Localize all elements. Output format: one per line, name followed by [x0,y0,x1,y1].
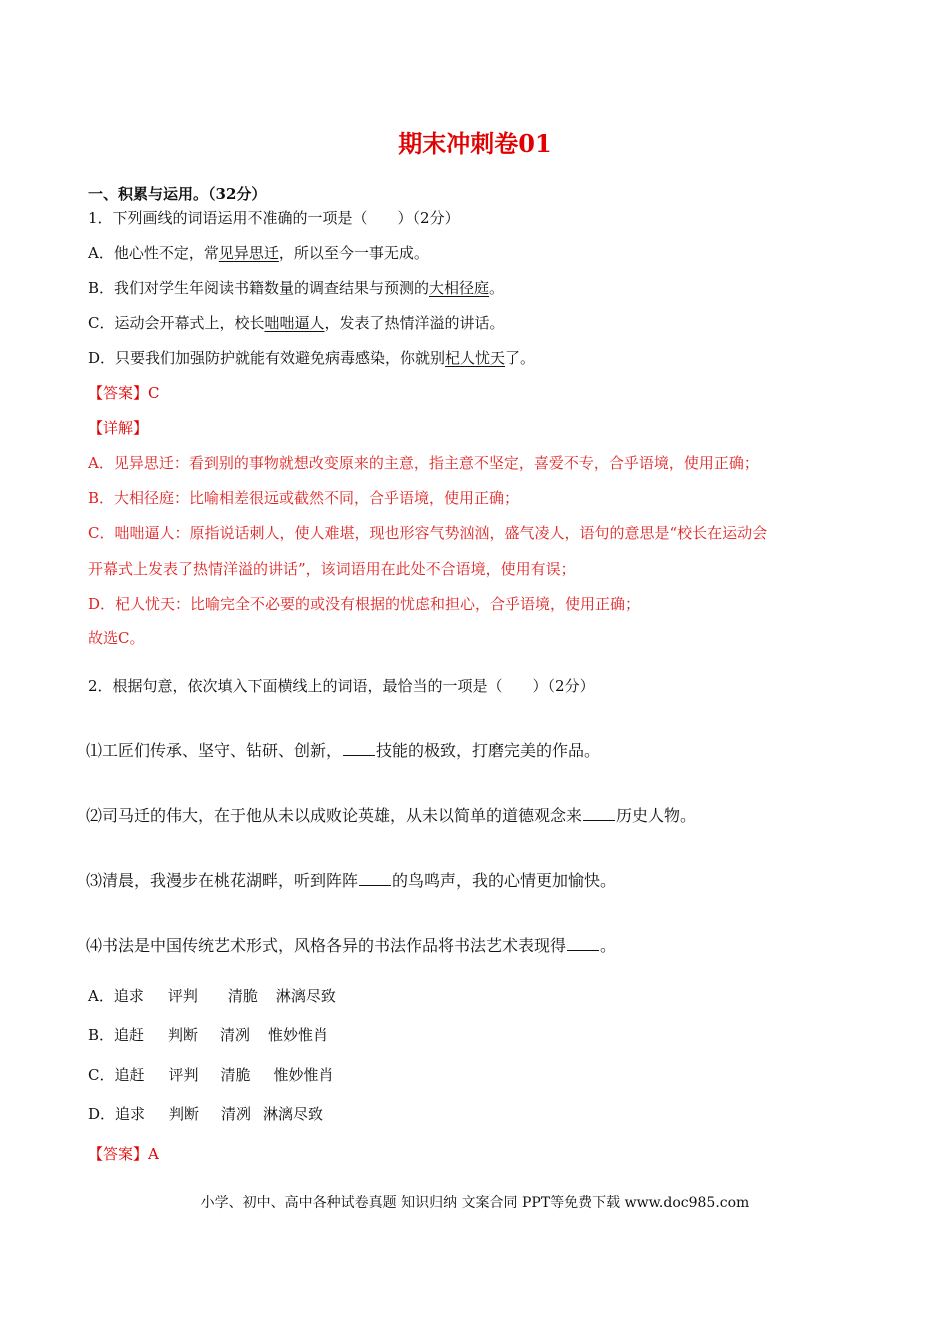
option-word: 追赶 [114,1066,145,1084]
explanation-b: B．大相径庭：比喻相差很远或截然不同，合乎语境，使用正确； [88,489,520,507]
option-text: D．只要我们加强防护就能有效避免病毒感染，你就别 [88,349,446,367]
option-word: 淋漓尽致 [275,987,336,1005]
page-title: 期末冲刺卷01 [398,129,552,158]
sentence-text: ⑶清晨，我漫步在桃花湖畔，听到阵阵 [86,871,359,890]
sentence-text: 。 [600,936,617,955]
option-text: 。 [489,279,505,297]
answer-value: C [148,384,160,402]
option-text: C．运动会开幕式上，校长 [88,314,265,332]
q1-answer [88,382,160,403]
option-word: 清冽 [220,1026,251,1044]
option-letter: B． [88,1026,115,1044]
underlined-term: 杞人忧天 [445,349,506,367]
option-word: 清脆 [220,1066,251,1084]
fill-blank [583,819,615,821]
option-letter: A． [88,987,114,1005]
q1-option-c [88,312,505,333]
fill-blank [343,754,375,756]
explanation-d: D．杞人忧天：比喻完全不必要的或没有根据的忧虑和担心，合乎语境，使用正确； [88,595,641,613]
underlined-term: 咄咄逼人 [264,314,325,332]
answer-label: 【答案】 [88,384,149,402]
answer-label: 【答案】 [88,1145,149,1163]
sentence-text: 技能的极致，打磨完美的作品。 [376,741,601,760]
section-heading: 一、积累与运用。（32分） [88,185,267,203]
conclusion: 故选C。 [88,629,145,647]
option-word: 清脆 [227,987,258,1005]
underlined-term: 大相径庭 [429,279,490,297]
option-word: 清冽 [221,1105,252,1123]
page-footer: 小学、初中、高中各种试卷真题 知识归纳 文案合同 PPT等免费下载 www.doc985.com [200,1195,750,1211]
option-text: B．我们对学生年阅读书籍数量的调查结果与预测的 [88,279,430,297]
option-word: 淋漓尽致 [263,1105,324,1123]
question-2-stem: 2．根据句意，依次填入下面横线上的词语，最恰当的一项是（ ）（2分） [88,677,595,695]
q2-option-b [88,1024,328,1045]
option-word: 惟妙惟肖 [273,1066,334,1084]
q1-option-a [88,242,429,263]
q2-option-d [88,1103,323,1124]
option-word: 评判 [168,1066,199,1084]
q2-sentence-4 [86,933,616,956]
option-text: A．他心性不定，常 [88,244,219,262]
option-word: 追求 [113,987,144,1005]
sentence-text: ⑵司马迁的伟大，在于他从未以成败论英雄，从未以简单的道德观念来 [86,806,583,825]
fill-blank [567,949,599,951]
q1-option-b [88,277,504,298]
option-letter: D． [88,1105,116,1123]
underlined-term: 见异思迁 [218,244,279,262]
fill-blank [359,884,391,886]
q2-sentence-1 [86,738,600,761]
option-text: ，发表了热情洋溢的讲话。 [324,314,505,332]
sentence-text: ⑷书法是中国传统艺术形式，风格各异的书法作品将书法艺术表现得 [86,936,567,955]
question-1-stem: 1．下列画线的词语运用不准确的一项是（ ）（2分） [88,209,460,227]
option-word: 追赶 [114,1026,145,1044]
answer-value: A [148,1145,159,1163]
explanation-c-cont: 开幕式上发表了热情洋溢的讲话”，该词语用在此处不合语境，使用有误； [88,560,576,578]
option-word: 判断 [168,1026,199,1044]
option-word: 追求 [115,1105,146,1123]
sentence-text: ⑴工匠们传承、坚守、钻研、创新， [86,741,343,760]
option-text: ，所以至今一事无成。 [278,244,429,262]
q2-option-c [88,1064,334,1085]
explanation-a: A．见异思迁：看到别的事物就想改变原来的主意，指主意不坚定，喜爱不专，合乎语境，使用正确； [88,454,759,472]
q2-sentence-3 [86,868,616,891]
option-word: 判断 [169,1105,200,1123]
explanation-c: C．咄咄逼人：原指说话刺人，使人难堪，现也形容气势汹汹，盛气凌人，语句的意思是“校长在运动会 [88,524,768,542]
q1-detail-label: 【详解】 [88,419,149,437]
sentence-text: 的鸟鸣声，我的心情更加愉快。 [392,871,617,890]
option-word: 惟妙惟肖 [268,1026,329,1044]
option-letter: C． [88,1066,115,1084]
q2-option-a [88,985,336,1006]
option-text: 了。 [505,349,536,367]
q1-option-d [88,347,535,368]
sentence-text: 历史人物。 [616,806,697,825]
q2-sentence-2 [86,803,696,826]
q2-answer [88,1143,159,1164]
option-word: 评判 [167,987,198,1005]
